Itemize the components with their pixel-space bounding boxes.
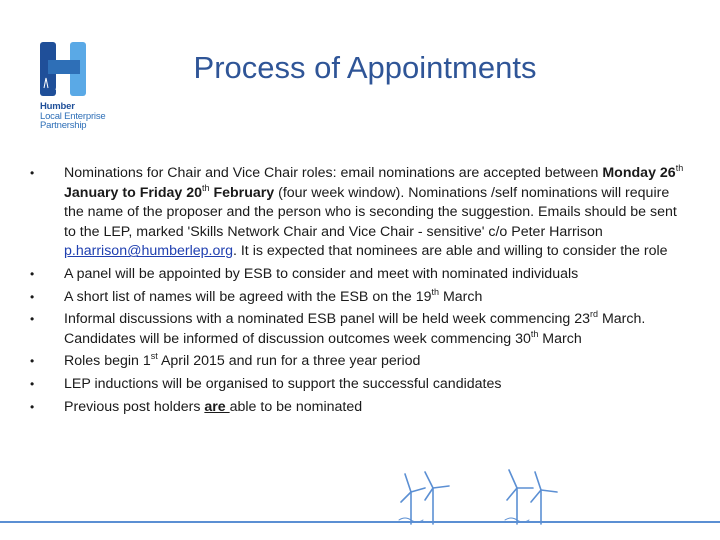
logo-text — [40, 102, 105, 131]
bullet-list — [30, 164, 690, 420]
item-bold: January to Friday 20 — [64, 184, 202, 201]
bottom-divider — [0, 521, 720, 523]
bullet-marker: • — [30, 354, 35, 369]
bullet-marker: • — [30, 266, 35, 281]
item-sup: th — [530, 328, 539, 339]
logo-h-mark — [40, 42, 86, 96]
bullet-marker: • — [30, 312, 35, 327]
item-text: Previous post holders — [64, 398, 205, 415]
turbine-icon — [531, 472, 557, 524]
turbine-icon — [401, 474, 425, 524]
item-text: Informal discussions with a nominated ESB panel will be held week commencing 23 — [64, 311, 590, 328]
item-text: A short list of names will be agreed with the ESB on the 19 — [64, 288, 432, 305]
item-text: March. Candidates will be informed of discussion outcomes week commencing 30 — [64, 311, 646, 347]
list-item — [30, 352, 690, 372]
item-text: A panel will be appointed by ESB to consider and meet with nominated individuals — [64, 265, 579, 282]
list-item — [30, 375, 690, 395]
bullet-marker: • — [30, 399, 35, 414]
list-item — [30, 265, 690, 285]
item-bold: Monday 26 — [602, 165, 676, 181]
item-bold: February — [209, 184, 275, 201]
item-text: (four week window). Nominations /self nominations will require the name of the proposer and the person who is seconding the suggestion. Emails should be sent to the LEP, marked 'Skills Network Chair and Vice Chair - sensitive' c/o Peter Harrison — [64, 184, 677, 240]
item-text: March — [538, 330, 582, 347]
item-sup: th — [431, 286, 440, 297]
list-item — [30, 310, 690, 349]
item-sup: st — [150, 351, 158, 362]
item-text: March — [439, 288, 483, 305]
item-text: Roles begin 1 — [64, 353, 151, 370]
bullet-marker: • — [30, 166, 35, 180]
item-text: able to be nominated — [229, 398, 363, 415]
item-sup: th — [675, 163, 684, 173]
list-item — [30, 398, 690, 418]
bullet-marker: • — [30, 376, 35, 391]
list-item — [30, 164, 690, 262]
turbine-icon — [507, 470, 533, 524]
list-item — [30, 288, 690, 308]
item-bold-underlined: are — [204, 398, 230, 415]
logo-line-2: Local Enterprise — [40, 110, 106, 122]
item-sup: th — [202, 182, 210, 193]
item-text: April 2015 and run for a three year period — [157, 353, 421, 370]
item-text: . It is expected that nominees are able and willing to consider the role — [232, 243, 668, 260]
item-sup: rd — [590, 309, 599, 320]
item-text: LEP inductions will be organised to support the successful candidates — [64, 375, 502, 392]
wind-turbines-graphic — [395, 462, 575, 526]
item-text: Nominations for Chair and Vice Chair roles: email nominations are accepted between — [64, 165, 603, 181]
logo-line-1: Humber — [40, 101, 75, 112]
email-link[interactable]: p.harrison@humberlep.org — [64, 243, 233, 260]
bullet-marker: • — [30, 289, 35, 304]
slide-title: Process of Appointments — [193, 50, 537, 85]
turbine-icon — [425, 472, 449, 524]
logo-line-3: Partnership — [40, 120, 87, 131]
